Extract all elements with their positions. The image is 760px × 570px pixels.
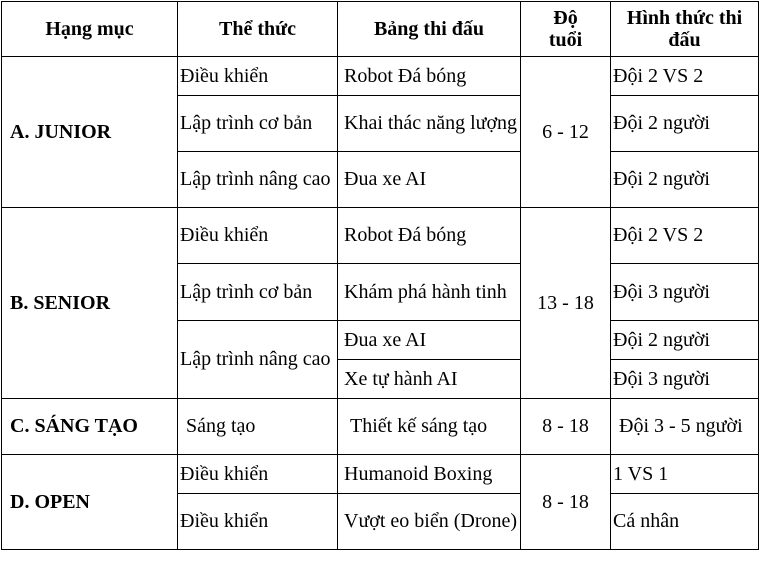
table-cell: Đua xe AI xyxy=(338,321,521,360)
type-cell: Đội 2 VS 2 xyxy=(611,57,759,96)
type-cell: Đội 3 người xyxy=(611,264,759,321)
type-cell: Đội 3 - 5 người xyxy=(611,399,759,455)
format-cell: Lập trình cơ bản xyxy=(178,264,338,321)
table-row xyxy=(2,57,759,96)
table-row xyxy=(2,455,759,494)
age-cell: 13 - 18 xyxy=(521,208,611,399)
category-cell: A. JUNIOR xyxy=(2,57,178,208)
type-cell: Đội 2 người xyxy=(611,96,759,152)
type-cell: Đội 2 VS 2 xyxy=(611,208,759,264)
format-cell: Lập trình nâng cao xyxy=(178,321,338,399)
header-type: Hình thức thi đấu xyxy=(611,2,759,57)
type-cell: Cá nhân xyxy=(611,494,759,550)
header-category: Hạng mục xyxy=(2,2,178,57)
format-cell: Điều khiển xyxy=(178,455,338,494)
format-cell: Lập trình cơ bản xyxy=(178,96,338,152)
type-cell: Đội 2 người xyxy=(611,321,759,360)
table-cell: Robot Đá bóng xyxy=(338,208,521,264)
category-cell: C. SÁNG TẠO xyxy=(2,399,178,455)
table-cell: Khám phá hành tinh xyxy=(338,264,521,321)
header-row xyxy=(2,2,759,57)
age-cell: 8 - 18 xyxy=(521,455,611,550)
table-row xyxy=(2,399,759,455)
age-cell: 6 - 12 xyxy=(521,57,611,208)
age-cell: 8 - 18 xyxy=(521,399,611,455)
table-cell: Humanoid Boxing xyxy=(338,455,521,494)
table-cell: Robot Đá bóng xyxy=(338,57,521,96)
format-cell: Lập trình nâng cao xyxy=(178,152,338,208)
format-cell: Sáng tạo xyxy=(178,399,338,455)
header-age: Độ tuổi xyxy=(521,2,611,57)
format-cell: Điều khiển xyxy=(178,57,338,96)
format-cell: Điều khiển xyxy=(178,208,338,264)
category-cell: D. OPEN xyxy=(2,455,178,550)
header-table: Bảng thi đấu xyxy=(338,2,521,57)
competition-table xyxy=(1,1,759,550)
table-cell: Đua xe AI xyxy=(338,152,521,208)
type-cell: 1 VS 1 xyxy=(611,455,759,494)
category-cell: B. SENIOR xyxy=(2,208,178,399)
table-cell: Khai thác năng lượng xyxy=(338,96,521,152)
format-cell: Điều khiển xyxy=(178,494,338,550)
table-row xyxy=(2,208,759,264)
type-cell: Đội 2 người xyxy=(611,152,759,208)
type-cell: Đội 3 người xyxy=(611,360,759,399)
table-cell: Xe tự hành AI xyxy=(338,360,521,399)
table-cell: Vượt eo biển (Drone) xyxy=(338,494,521,550)
header-format: Thể thức xyxy=(178,2,338,57)
table-cell: Thiết kế sáng tạo xyxy=(338,399,521,455)
